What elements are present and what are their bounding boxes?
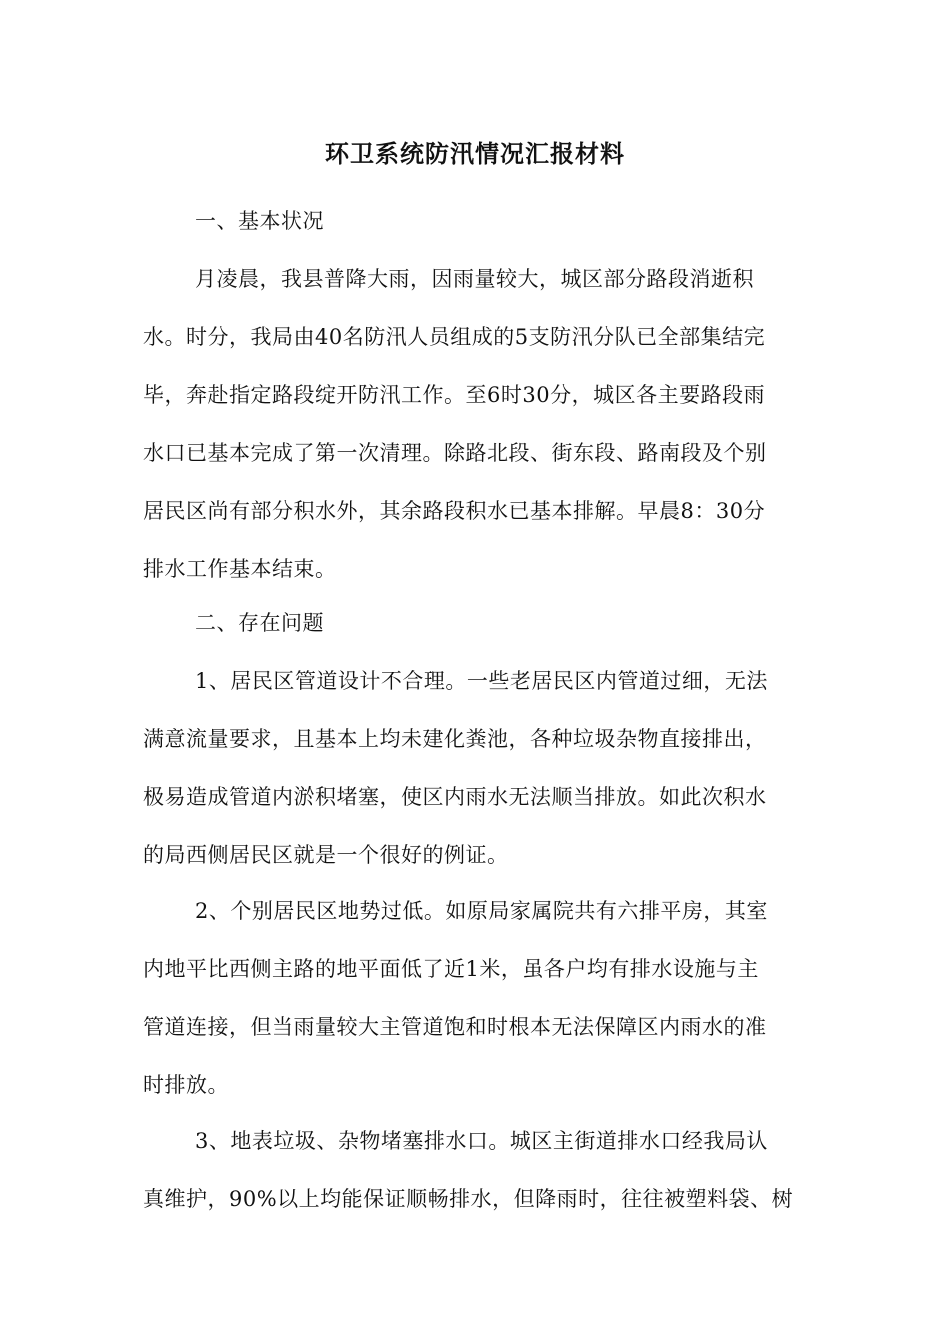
document-title: 环卫系统防汛情况汇报材料: [325, 139, 625, 168]
paragraph-line: 真维护，90%以上均能保证顺畅排水，但降雨时，往往被塑料袋、树: [143, 1187, 794, 1211]
section-heading-problems: [143, 594, 807, 652]
paragraph-line: 水口已基本完成了第一次清理。除路北段、街东段、路南段及个别: [143, 441, 767, 465]
paragraph-line: 管道连接，但当雨量较大主管道饱和时根本无法保障区内雨水的准: [143, 1015, 767, 1039]
section-heading-text: 一、基本状况: [195, 209, 324, 233]
section-heading-basic-status: [143, 192, 807, 250]
paragraph-line: 极易造成管道内淤积堵塞，使区内雨水无法顺当排放。如此次积水: [143, 785, 767, 809]
paragraph-basic-status: [143, 250, 807, 598]
section-heading-text: 二、存在问题: [195, 611, 324, 635]
paragraph-problem-1: [143, 652, 807, 884]
paragraph-line: 3、地表垃圾、杂物堵塞排水口。城区主街道排水口经我局认: [195, 1129, 768, 1153]
paragraph-line: 毕，奔赴指定路段绽开防汛工作。至6时30分，城区各主要路段雨: [143, 383, 766, 407]
paragraph-problem-2: [143, 882, 807, 1114]
paragraph-line: 月凌晨，我县普降大雨，因雨量较大，城区部分路段消逝积: [195, 267, 754, 291]
paragraph-line: 的局西侧居民区就是一个很好的例证。: [143, 843, 509, 867]
paragraph-line: 水。时分，我局由40名防汛人员组成的5支防汛分队已全部集结完: [143, 325, 766, 349]
paragraph-line: 满意流量要求，且基本上均未建化粪池，各种垃圾杂物直接排出，: [143, 727, 767, 751]
paragraph-line: 排水工作基本结束。: [143, 557, 337, 581]
paragraph-line: 1、居民区管道设计不合理。一些老居民区内管道过细，无法: [195, 669, 768, 693]
paragraph-line: 2、个别居民区地势过低。如原局家属院共有六排平房，其室: [195, 899, 768, 923]
paragraph-problem-3: [143, 1112, 807, 1228]
paragraph-line: 时排放。: [143, 1073, 229, 1097]
paragraph-line: 内地平比西侧主路的地平面低了近1米，虽各户均有排水设施与主: [143, 957, 759, 981]
paragraph-line: 居民区尚有部分积水外，其余路段积水已基本排解。早晨8：30分: [143, 499, 766, 523]
